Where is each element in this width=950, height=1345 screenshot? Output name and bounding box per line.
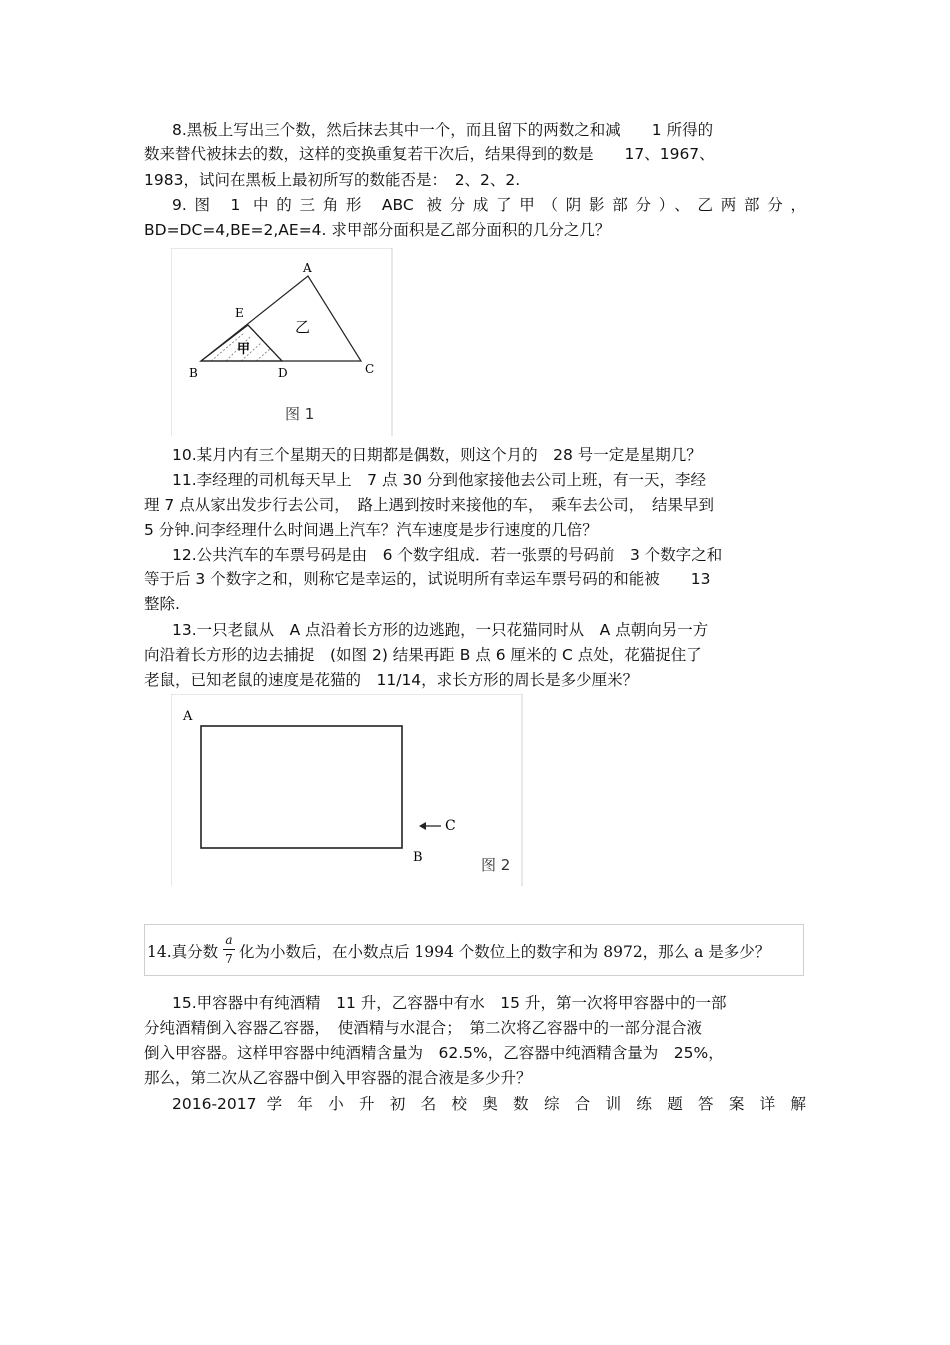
q14-prefix: 14.真分数: [147, 943, 219, 961]
q8-line-3: 1983，试问在黑板上最初所写的数能否是： 2、2、2.: [144, 171, 521, 189]
label-b: B: [189, 366, 198, 380]
q13-line-1: 13.一只老鼠从 A 点沿着长方形的边逃跑，一只花猫同时从 A 点朝向另一方: [172, 621, 709, 639]
q9-line-2: BD=DC=4,BE=2,AE=4. 求甲部分面积是乙部分面积的几分之几？: [144, 221, 611, 239]
q12-line-2: 等于后 3 个数字之和，则称它是幸运的，试说明所有幸运车票号码的和能被 13: [144, 570, 711, 588]
q8-line-1: 8.黑板上写出三个数，然后抹去其中一个，而且留下的两数之和减 1 所得的: [172, 121, 714, 139]
label-d: D: [278, 366, 288, 380]
figure-1-caption: 图 1: [285, 405, 315, 423]
rectangle: [201, 726, 402, 848]
q8-line-2: 数来替代被抹去的数，这样的变换重复若干次后，结果得到的数是 17、1967、: [144, 145, 715, 163]
q14-fraction-denominator: 7: [223, 949, 235, 968]
label-e: E: [235, 306, 244, 320]
q14-suffix: 化为小数后，在小数点后 1994 个数位上的数字和为 8972，那么 a 是多少？: [239, 943, 771, 961]
q13-line-3: 老鼠，已知老鼠的速度是花猫的 11/14，求长方形的周长是多少厘米？: [144, 671, 639, 689]
label-a: A: [303, 261, 312, 275]
figure-2-caption: 图 2: [481, 856, 511, 874]
q15-line-2: 分纯酒精倒入容器乙容器， 使酒精与水混合； 第二次将乙容器中的一部分混合液: [144, 1019, 703, 1037]
q12-line-3: 整除.: [144, 595, 180, 613]
label-jia: 甲: [237, 342, 251, 357]
label-c: C: [445, 818, 456, 834]
figure-2: [171, 694, 523, 886]
q11-line-1: 11.李经理的司机每天早上 7 点 30 分到他家接他去公司上班，有一天，李经: [172, 471, 707, 489]
label-yi: 乙: [295, 318, 311, 336]
q12-line-1: 12.公共汽车的车票号码是由 6 个数字组成．若一张票的号码前 3 个数字之和: [172, 546, 723, 564]
q14-fraction-numerator: a: [225, 933, 233, 947]
answer-section-title: 2016-2017 学 年 小 升 初 名 校 奥 数 综 合 训 练 题 答 案 详 解: [172, 1095, 806, 1113]
q15-line-3: 倒入甲容器。这样甲容器中纯酒精含量为 62.5%，乙容器中纯酒精含量为 25%，: [144, 1044, 724, 1062]
q15-line-1: 15.甲容器中有纯酒精 11 升，乙容器中有水 15 升，第一次将甲容器中的一部: [172, 994, 727, 1012]
q15-line-4: 那么，第二次从乙容器中倒入甲容器的混合液是多少升？: [144, 1069, 532, 1087]
q14-box: [144, 924, 804, 976]
q11-line-3: 5 分钟.问李经理什么时间遇上汽车？汽车速度是步行速度的几倍？: [144, 521, 598, 539]
label-b: B: [413, 850, 423, 865]
q13-line-2: 向沿着长方形的边去捕捉 (如图 2) 结果再距 B 点 6 厘米的 C 点处，花猫捉住了: [144, 646, 702, 664]
figure-1: [171, 248, 393, 436]
q11-line-2: 理 7 点从家出发步行去公司， 路上遇到按时来接他的车， 乘车去公司， 结果早到: [144, 496, 714, 514]
q9-line-1: 9.图 1 中的三角形 ABC 被分成了甲（阴影部分）、乙两部分，: [172, 196, 806, 214]
label-c: C: [365, 362, 375, 376]
label-a: A: [183, 709, 193, 724]
q14-fraction: [223, 931, 235, 968]
q10-line-1: 10.某月内有三个星期天的日期都是偶数，则这个月的 28 号一定是星期几？: [172, 446, 702, 464]
